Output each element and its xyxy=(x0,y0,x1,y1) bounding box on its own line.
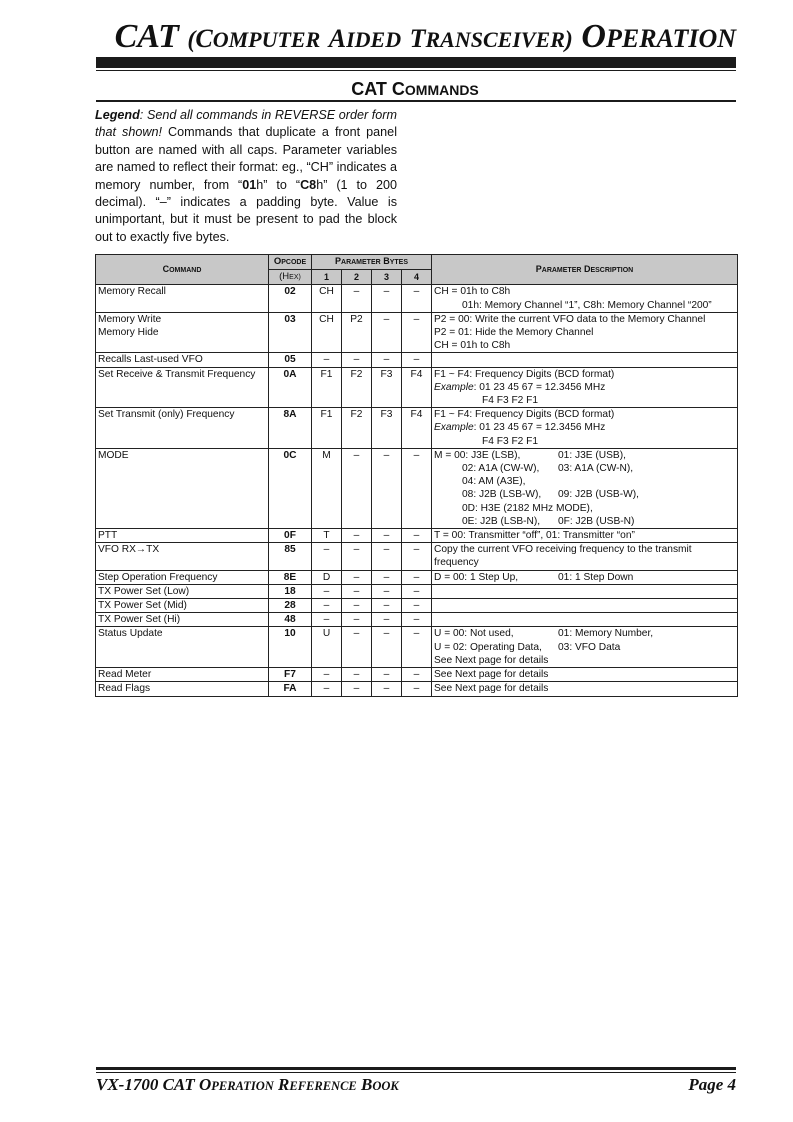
col-header-description: PARAMETER DESCRIPTION xyxy=(432,255,738,285)
param-byte: – xyxy=(402,613,432,627)
opcode: 10 xyxy=(269,627,312,668)
param-byte: – xyxy=(372,668,402,682)
param-byte: – xyxy=(372,613,402,627)
param-byte: M xyxy=(312,448,342,528)
param-byte: – xyxy=(342,613,372,627)
command-name: Read Meter xyxy=(96,668,269,682)
footer-rule-thin xyxy=(96,1072,736,1073)
table-row xyxy=(96,285,738,312)
param-byte: – xyxy=(402,312,432,353)
parameter-description: U = 00: Not used, 01: Memory Number, U = 02: Operating Data, 03: VFO Data See Next page for details xyxy=(432,627,738,668)
footer-rule-thick xyxy=(96,1067,736,1070)
command-name: VFO RX→TX xyxy=(96,543,269,570)
param-byte: – xyxy=(342,627,372,668)
section-title: CAT COMMANDS xyxy=(351,79,479,99)
opcode: 28 xyxy=(269,599,312,613)
command-name: Memory Recall xyxy=(96,285,269,312)
header-rule-thick xyxy=(96,57,736,68)
param-byte: – xyxy=(342,570,372,584)
opcode: F7 xyxy=(269,668,312,682)
param-byte: – xyxy=(312,543,342,570)
table-row xyxy=(96,584,738,598)
command-name: Set Receive & Transmit Frequency xyxy=(96,367,269,408)
param-byte: – xyxy=(402,584,432,598)
page-header-title: CAT (COMPUTER AIDED TRANSCEIVER) OPERATION xyxy=(114,18,736,55)
param-byte: – xyxy=(312,668,342,682)
param-byte: – xyxy=(342,529,372,543)
param-byte: – xyxy=(372,543,402,570)
param-byte: – xyxy=(402,285,432,312)
opcode: 0F xyxy=(269,529,312,543)
param-byte: – xyxy=(372,312,402,353)
command-name: PTT xyxy=(96,529,269,543)
parameter-description xyxy=(432,599,738,613)
param-byte: F1 xyxy=(312,367,342,408)
param-byte: – xyxy=(342,353,372,367)
parameter-description: P2 = 00: Write the current VFO data to the Memory Channel P2 = 01: Hide the Memory Channel CH = 01h to C8h xyxy=(432,312,738,353)
table-row xyxy=(96,599,738,613)
param-byte: – xyxy=(312,613,342,627)
param-byte: – xyxy=(342,682,372,696)
table-row xyxy=(96,543,738,570)
opcode: 05 xyxy=(269,353,312,367)
legend-paragraph: Legend: Send all commands in REVERSE order form that shown! Commands that duplicate a front panel button are named with all caps. Parameter variables are named to reflect their format: eg., “CH” indicates a memory number, from “01h” to “C8h” (1 to 200 decimal). “–” indicates a padding byte. Value is unimportant, but it must be present to pad the block out to exactly five bytes. xyxy=(95,108,397,244)
parameter-description xyxy=(432,353,738,367)
command-name: Memory Write Memory Hide xyxy=(96,312,269,353)
header-rule-thin xyxy=(96,70,736,71)
param-byte: F2 xyxy=(342,367,372,408)
param-byte: – xyxy=(342,285,372,312)
parameter-description: F1 ~ F4: Frequency Digits (BCD format) Example: 01 23 45 67 = 12.3456 MHz F4 F3 F2 F1 xyxy=(432,408,738,449)
param-byte: F4 xyxy=(402,367,432,408)
opcode: 85 xyxy=(269,543,312,570)
param-byte: – xyxy=(342,543,372,570)
parameter-description: T = 00: Transmitter “off”, 01: Transmitter “on” xyxy=(432,529,738,543)
opcode: FA xyxy=(269,682,312,696)
param-byte: P2 xyxy=(342,312,372,353)
command-name: TX Power Set (Mid) xyxy=(96,599,269,613)
opcode: 48 xyxy=(269,613,312,627)
param-byte: – xyxy=(372,570,402,584)
param-byte: – xyxy=(312,599,342,613)
param-byte: – xyxy=(372,682,402,696)
command-name: Set Transmit (only) Frequency xyxy=(96,408,269,449)
parameter-description: CH = 01h to C8h 01h: Memory Channel “1”, C8h: Memory Channel “200” xyxy=(432,285,738,312)
footer-book-title: VX-1700 CAT OPERATION REFERENCE BOOK xyxy=(96,1075,399,1094)
table-row xyxy=(96,613,738,627)
param-byte: – xyxy=(372,627,402,668)
opcode: 0C xyxy=(269,448,312,528)
col-header-command: COMMAND xyxy=(96,255,269,285)
opcode: 02 xyxy=(269,285,312,312)
param-byte: T xyxy=(312,529,342,543)
opcode: 8E xyxy=(269,570,312,584)
table-row xyxy=(96,668,738,682)
command-name: Step Operation Frequency xyxy=(96,570,269,584)
param-byte: – xyxy=(402,599,432,613)
parameter-description: M = 00: J3E (LSB), 01: J3E (USB), 02: A1A (CW-W), 03: A1A (CW-N), 04: AM (A3E), 08: J2B (LSB-W), 09: J2B (USB-W), 0D: H3E (2182 MHz MODE), 0E: J2B (LSB-N), 0F: J2B (USB-N) xyxy=(432,448,738,528)
col-header-opcode: OPCODE xyxy=(269,255,312,270)
parameter-description xyxy=(432,584,738,598)
table-row xyxy=(96,682,738,696)
opcode: 03 xyxy=(269,312,312,353)
param-byte: F3 xyxy=(372,408,402,449)
col-header-byte-4: 4 xyxy=(402,270,432,285)
param-byte: – xyxy=(402,682,432,696)
command-name: TX Power Set (Low) xyxy=(96,584,269,598)
param-byte: – xyxy=(402,353,432,367)
param-byte: – xyxy=(312,584,342,598)
parameter-description: Copy the current VFO receiving frequency to the transmit frequency xyxy=(432,543,738,570)
param-byte: – xyxy=(402,668,432,682)
parameter-description: F1 ~ F4: Frequency Digits (BCD format) Example: 01 23 45 67 = 12.3456 MHz F4 F3 F2 F1 xyxy=(432,367,738,408)
parameter-description: D = 00: 1 Step Up, 01: 1 Step Down xyxy=(432,570,738,584)
command-name: Recalls Last-used VFO xyxy=(96,353,269,367)
param-byte: – xyxy=(342,599,372,613)
param-byte: – xyxy=(372,529,402,543)
param-byte: D xyxy=(312,570,342,584)
param-byte: – xyxy=(372,353,402,367)
col-header-hex: (HEX) xyxy=(269,270,312,285)
parameter-description: See Next page for details xyxy=(432,668,738,682)
command-name: Read Flags xyxy=(96,682,269,696)
opcode: 8A xyxy=(269,408,312,449)
table-row xyxy=(96,570,738,584)
param-byte: – xyxy=(312,353,342,367)
section-rule xyxy=(96,100,736,102)
param-byte: – xyxy=(402,529,432,543)
param-byte: – xyxy=(402,627,432,668)
table-row xyxy=(96,353,738,367)
param-byte: – xyxy=(342,584,372,598)
parameter-description: See Next page for details xyxy=(432,682,738,696)
param-byte: – xyxy=(402,448,432,528)
col-header-byte-3: 3 xyxy=(372,270,402,285)
param-byte: – xyxy=(372,448,402,528)
param-byte: CH xyxy=(312,285,342,312)
param-byte: – xyxy=(342,668,372,682)
parameter-description xyxy=(432,613,738,627)
table-row xyxy=(96,529,738,543)
param-byte: – xyxy=(402,570,432,584)
opcode: 18 xyxy=(269,584,312,598)
param-byte: U xyxy=(312,627,342,668)
table-row xyxy=(96,448,738,528)
page-number: Page 4 xyxy=(688,1075,736,1094)
command-name: TX Power Set (Hi) xyxy=(96,613,269,627)
param-byte: F1 xyxy=(312,408,342,449)
opcode: 0A xyxy=(269,367,312,408)
col-header-byte-1: 1 xyxy=(312,270,342,285)
table-row xyxy=(96,627,738,668)
param-byte: F2 xyxy=(342,408,372,449)
col-header-parameter-bytes: PARAMETER BYTES xyxy=(312,255,432,270)
param-byte: CH xyxy=(312,312,342,353)
param-byte: – xyxy=(372,285,402,312)
command-name: Status Update xyxy=(96,627,269,668)
command-name: MODE xyxy=(96,448,269,528)
table-row xyxy=(96,312,738,353)
param-byte: – xyxy=(402,543,432,570)
table-header-row xyxy=(96,255,738,270)
param-byte: – xyxy=(312,682,342,696)
param-byte: – xyxy=(372,584,402,598)
param-byte: – xyxy=(342,448,372,528)
param-byte: F4 xyxy=(402,408,432,449)
table-row xyxy=(96,367,738,408)
table-row xyxy=(96,408,738,449)
cat-commands-table xyxy=(95,254,738,697)
col-header-byte-2: 2 xyxy=(342,270,372,285)
param-byte: F3 xyxy=(372,367,402,408)
param-byte: – xyxy=(372,599,402,613)
